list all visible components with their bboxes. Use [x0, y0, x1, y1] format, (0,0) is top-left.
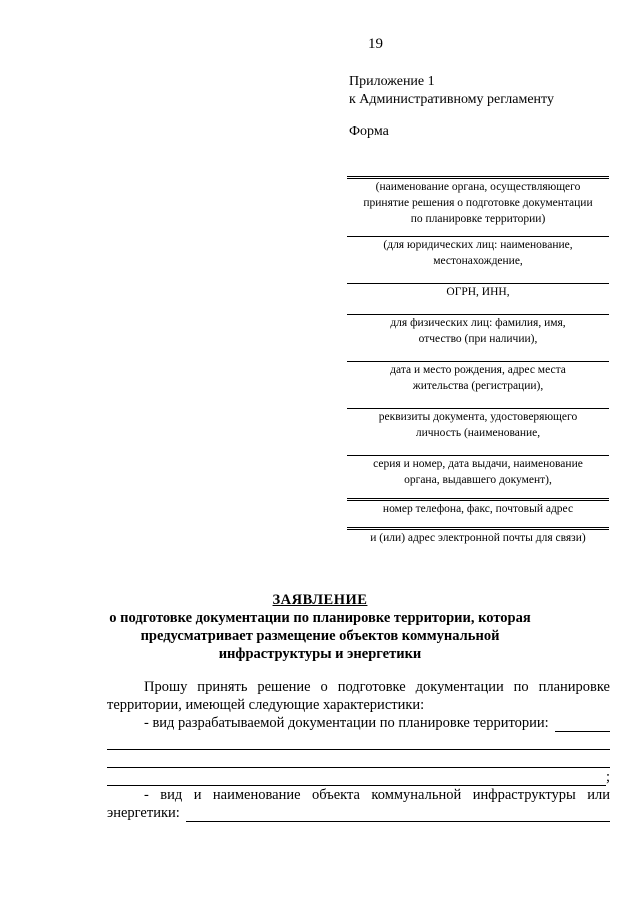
- legal-entity-caption-line: (для юридических лиц: наименование,: [383, 239, 573, 251]
- phone-caption: номер телефона, факс, почтовый адрес: [382, 503, 574, 515]
- application-body: [107, 678, 610, 822]
- authority-caption-line: по планировке территории): [410, 213, 546, 225]
- id-document-caption-line: реквизиты документа, удостоверяющего: [378, 411, 578, 423]
- documentation-type-field[interactable]: [555, 716, 610, 732]
- documentation-type-label: - вид разрабатываемой документации по планировке территории:: [144, 715, 549, 731]
- authority-caption: [347, 179, 609, 227]
- appendix-title: Приложение 1: [349, 74, 435, 89]
- application-title: [60, 591, 580, 663]
- physical-person-caption-line: отчество (при наличии),: [418, 333, 538, 345]
- id-document-caption-line: личность (наименование,: [415, 427, 541, 439]
- request-paragraph-line: территории, имеющей следующие характеристики:: [107, 697, 425, 713]
- physical-fill-line: [347, 300, 609, 315]
- facility-type-field[interactable]: [186, 806, 610, 822]
- title-line: о подготовке документации по планировке территории, которая: [109, 610, 531, 626]
- series-caption: [347, 456, 609, 488]
- title-heading: ЗАЯВЛЕНИЕ: [272, 592, 368, 608]
- documentation-type-row: [107, 714, 610, 732]
- documentation-type-last-row: [107, 768, 610, 786]
- recipient-block: [347, 166, 609, 546]
- appendix-reference: к Административному регламенту: [349, 92, 554, 107]
- facility-type-row: [107, 804, 610, 822]
- birth-caption-line: дата и место рождения, адрес места: [390, 364, 566, 376]
- birth-caption-line: жительства (регистрации),: [412, 380, 544, 392]
- ogrn-fill-line: [347, 269, 609, 284]
- title-line: инфраструктуры и энергетики: [218, 646, 422, 662]
- request-paragraph-line: Прошу принять решение о подготовке документации по планировке: [144, 679, 610, 695]
- birth-caption: [347, 362, 609, 394]
- series-caption-line: органа, выдавшего документ),: [404, 474, 552, 486]
- phone-fill-line: [347, 488, 609, 501]
- facility-type-label: энергетики:: [107, 805, 180, 821]
- id-document-caption: [347, 409, 609, 441]
- authority-caption-line: (наименование органа, осуществляющего: [375, 181, 581, 193]
- documentation-type-field-line[interactable]: [107, 770, 606, 786]
- applicant-fill-line: [347, 227, 609, 237]
- title-line: предусматривает размещение объектов коммунальной: [140, 628, 500, 644]
- id-fill-line: [347, 394, 609, 409]
- legal-entity-caption: [347, 237, 609, 269]
- documentation-type-field-line[interactable]: [107, 750, 610, 768]
- email-caption: и (или) адрес электронной почты для связи): [370, 532, 586, 544]
- appendix-header: [349, 73, 629, 109]
- authority-fill-line: [347, 166, 609, 179]
- physical-person-caption: [347, 315, 609, 347]
- authority-caption-line: принятие решения о подготовке документации: [363, 197, 593, 209]
- semicolon: ;: [605, 769, 610, 785]
- email-fill-line: [347, 517, 609, 530]
- birth-fill-line: [347, 347, 609, 362]
- series-caption-line: серия и номер, дата выдачи, наименование: [373, 458, 583, 470]
- series-fill-line: [347, 441, 609, 456]
- ogrn-caption: ОГРН, ИНН,: [446, 286, 510, 298]
- facility-type-label-line: - вид и наименование объекта коммунальной инфраструктуры или: [144, 787, 610, 803]
- documentation-type-field-line[interactable]: [107, 732, 610, 750]
- physical-person-caption-line: для физических лиц: фамилия, имя,: [390, 317, 566, 329]
- page-number: 19: [368, 36, 383, 52]
- legal-entity-caption-line: местонахождение,: [433, 255, 523, 267]
- form-label: Форма: [349, 124, 389, 139]
